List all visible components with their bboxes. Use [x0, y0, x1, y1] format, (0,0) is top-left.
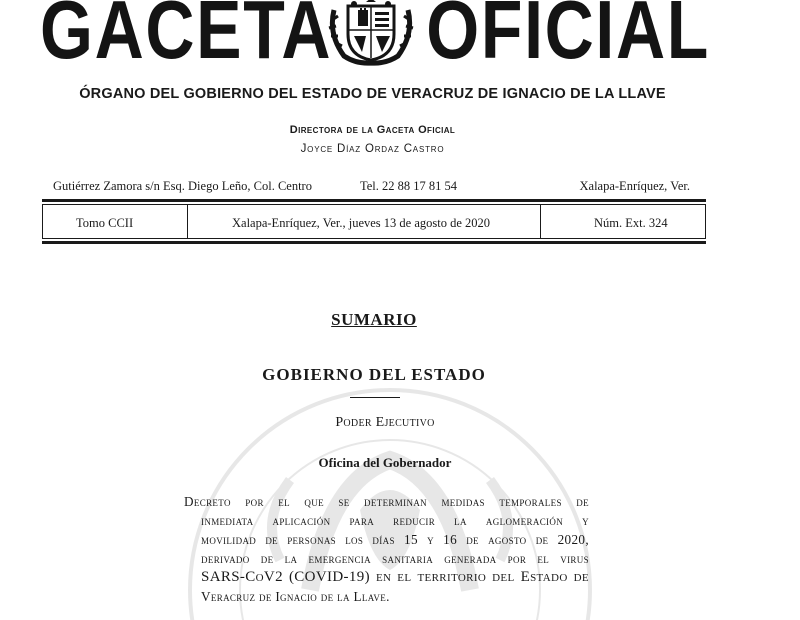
contact-phone: Tel. 22 88 17 81 54 — [360, 179, 458, 193]
info-bar-divider-left — [42, 205, 43, 238]
info-tomo: Tomo CCII — [76, 216, 134, 230]
info-bar-rule-bottom — [42, 241, 706, 244]
title-oficial: OFICIAL — [426, 0, 710, 76]
info-bar-rule-top-thin — [42, 204, 706, 205]
info-bar-divider-2 — [540, 205, 541, 238]
info-bar-divider-right — [705, 205, 706, 238]
director-name: Joyce Díaz Ordaz Castro — [300, 143, 445, 155]
section-divider — [350, 397, 400, 398]
state-coat-of-arms-icon — [326, 0, 416, 66]
title-gaceta: GACETA — [40, 0, 333, 76]
decree-line: SARS-CoV2 (COVID-19) en el territorio del Estado de — [201, 569, 589, 585]
info-number: Núm. Ext. 324 — [594, 216, 668, 230]
contact-address: Gutiérrez Zamora s/n Esq. Diego Leño, Col. Centro — [53, 179, 312, 193]
office-heading: Oficina del Gobernador — [318, 455, 452, 470]
decree-line: Decreto por el que se determinan medidas temporales de — [184, 494, 589, 509]
contact-city: Xalapa-Enríquez, Ver. — [579, 179, 690, 193]
info-bar-divider-1 — [187, 205, 188, 238]
section-heading: GOBIERNO DEL ESTADO — [262, 365, 486, 384]
info-bar-rule-top — [42, 199, 706, 202]
decree-line: inmediata aplicación para reducir la aglomeración y — [201, 513, 589, 528]
decree-line: movilidad de personas los días 15 y 16 de agosto de 2020, — [201, 532, 589, 547]
director-title: Directora de la Gaceta Oficial — [289, 124, 456, 136]
info-date: Xalapa-Enríquez, Ver., jueves 13 de agosto de 2020 — [232, 216, 491, 230]
branch-heading: Poder Ejecutivo — [335, 415, 435, 430]
masthead — [40, 0, 710, 86]
organ-subtitle: ÓRGANO DEL GOBIERNO DEL ESTADO DE VERACRUZ DE IGNACIO DE LA LLAVE — [79, 86, 666, 102]
decree-line: Veracruz de Ignacio de la Llave. — [201, 589, 390, 604]
info-bar-rule-bottom-thin — [42, 238, 706, 239]
summary-heading: SUMARIO — [331, 310, 417, 329]
decree-line: derivado de la emergencia sanitaria generada por el virus — [201, 551, 589, 566]
decree-summary — [184, 492, 589, 606]
